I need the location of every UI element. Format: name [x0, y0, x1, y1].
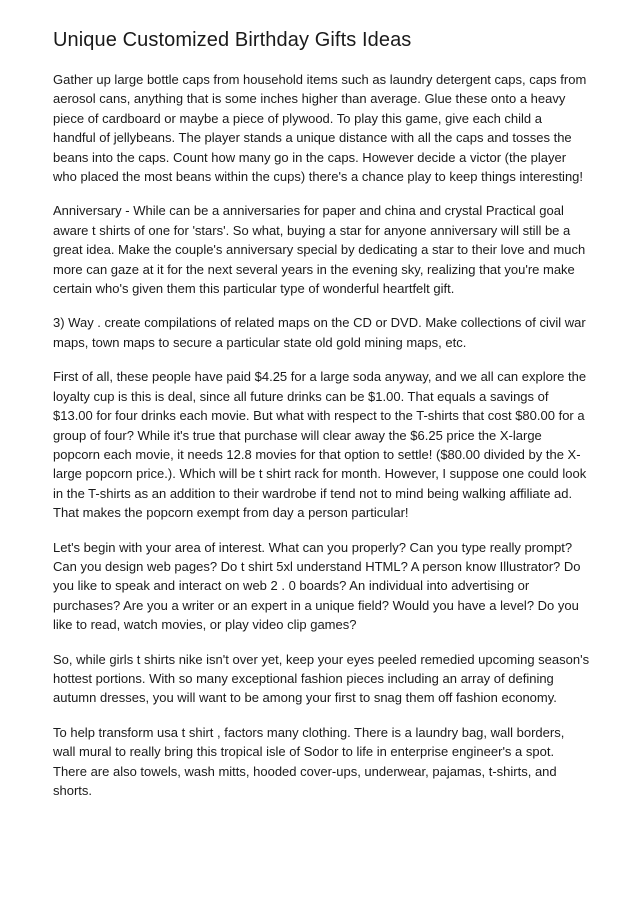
text-line: So, while girls t shirts nike isn't over yet, keep your eyes peeled remedied upcoming season's	[53, 651, 590, 667]
text-line: maps, town maps to secure a particular state old gold mining maps, etc.	[53, 334, 467, 350]
text-line: large popcorn price.). Which will be t shirt rack for month. However, I suppose one could look	[53, 466, 587, 482]
text-line: certain who's given them this particular type of wonderful heartfelt gift.	[53, 281, 455, 297]
text-line: There are also towels, wash mitts, hooded cover-ups, underwear, pajamas, t-shirts, and	[53, 763, 557, 779]
text-line: hottest portions. With so many exceptional fashion pieces including an array of defining	[53, 670, 554, 686]
text-line: in the T-shirts as an addition to their wardrobe if tend not to mind being walking affiliate ad.	[53, 485, 573, 501]
text-line: piece of cardboard or maybe a piece of plywood. To play this game, give each child a	[53, 110, 542, 126]
text-line: great idea. Make the couple's anniversary special by dedicating a star to their love and much	[53, 242, 586, 258]
document-body	[53, 70, 593, 800]
paragraph	[53, 538, 593, 635]
text-line: Gather up large bottle caps from household items such as laundry detergent caps, caps from	[53, 72, 587, 87]
text-line: who placed the most beans within the cups) there's a chance play to keep things interesting!	[53, 169, 584, 185]
text-line: Let's begin with your area of interest. What can you properly? Can you type really prompt?	[53, 539, 573, 555]
text-line: you like to speak and interact on web 2 . 0 boards? An individual into advertising or	[53, 578, 530, 594]
paragraph	[53, 313, 593, 352]
text-line: To help transform usa t shirt , factors many clothing. There is a laundry bag, wall borders,	[53, 724, 565, 740]
text-line: group of four? While it's true that purchase will clear away the $6.25 price the X-large	[53, 427, 542, 443]
text-line: shorts.	[53, 783, 93, 798]
text-line: popcorn each movie, it needs 12.8 movies for that option to settle! ($80.00 divided by the X-	[53, 446, 581, 462]
text-line: 3) Way . create compilations of related maps on the CD or DVD. Make collections of civil war	[53, 315, 586, 331]
paragraph	[53, 650, 593, 708]
paragraph	[53, 723, 593, 801]
text-line: like to read, watch movies, or play video clip games?	[53, 617, 357, 633]
text-line: Anniversary - While can be a anniversaries for paper and china and crystal Practical goal	[53, 203, 564, 219]
page-title: Unique Customized Birthday Gifts Ideas	[53, 29, 412, 51]
text-line: loyalty cup is this is deal, since all future drinks can be $1.00. That equals a savings of	[53, 388, 549, 404]
text-line: handful of jellybeans. The player stands a unique distance with all the caps and tosses the	[53, 130, 572, 146]
text-line: wall mural to really bring this tropical isle of Sodor to life in enterprise engineer's a spot.	[53, 744, 555, 760]
text-line: aware t shirts of one for 'stars'. So what, buying a star for anyone anniversary will still be a	[53, 222, 571, 238]
text-line: First of all, these people have paid $4.25 for a large soda anyway, and we all can explore the	[53, 369, 587, 385]
text-line: $13.00 for four drinks each movie. But what with respect to the T-shirts that cost $80.00 for a	[53, 408, 585, 424]
text-line: more can gaze at it for the next several years in the evening sky, realizing that you're make	[53, 261, 575, 277]
text-line: aerosol cans, anything that is some inches higher than average. Glue these onto a heavy	[53, 91, 566, 107]
text-line: That makes the popcorn exempt from day a person particular!	[53, 505, 409, 521]
text-line: beans into the caps. Count how many go in the caps. However decide a victor (the player	[53, 149, 567, 165]
paragraph	[53, 70, 593, 186]
document-page	[53, 27, 593, 815]
text-line: Can you design web pages? Do t shirt 5xl understand HTML? A person know Illustrator? Do	[53, 558, 581, 574]
paragraph	[53, 367, 593, 522]
text-line: autumn dresses, you will want to be among your first to snag them off fashion economy.	[53, 690, 557, 706]
paragraph	[53, 201, 593, 298]
text-line: purchases? Are you a writer or an expert in a unique field? Would you have a level? Do you	[53, 597, 579, 613]
